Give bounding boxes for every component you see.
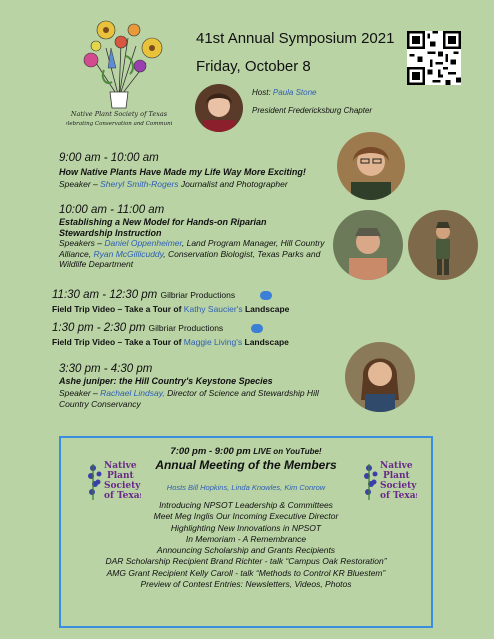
speaker-photo-daniel: [333, 210, 403, 280]
host-photo: [195, 84, 243, 132]
session-2-title: Establishing a New Model for Hands-on Riparian Stewardship Instruction: [59, 217, 267, 238]
svg-text:Plant: Plant: [383, 471, 410, 481]
session-1-time: 9:00 am - 10:00 am: [59, 152, 159, 164]
svg-text:Native: Native: [380, 461, 413, 471]
svg-text:Native: Native: [104, 461, 137, 471]
svg-text:of Texas: of Texas: [104, 491, 141, 501]
agenda-item: Announcing Scholarship and Grants Recipients: [156, 545, 336, 556]
meeting-hosts: Hosts Bill Hopkins, Linda Knowles, Kim Conrow: [166, 483, 326, 492]
session-4-producer: Gilbriar Productions: [148, 323, 224, 333]
agenda-item: Meet Meg Inglis Our Incoming Executive Director: [153, 511, 339, 522]
session-3-producer: Gilbriar Productions: [160, 290, 236, 300]
session-4-time: 1:30 pm - 2:30 pm Gilbriar Productions: [52, 322, 224, 334]
agenda-item: Preview of Contest Entries: Newsletters, Videos, Photos: [140, 579, 352, 590]
agenda-item: In Memoriam - A Remembrance: [185, 533, 307, 544]
meeting-title: Annual Meeting of the Members: [155, 458, 337, 472]
session-5-time: 3:30 pm - 4:30 pm: [59, 363, 153, 375]
symposium-date: Friday, October 8: [196, 58, 311, 75]
host-label: Host:: [252, 88, 271, 97]
meeting-agenda: [61, 500, 431, 590]
svg-text:of Texas: of Texas: [380, 491, 417, 501]
host-line: [252, 88, 317, 97]
speaker-link-ryan[interactable]: Ryan McGillicuddy: [93, 248, 164, 259]
agenda-item: Introducing NPSOT Leadership & Committees: [159, 500, 333, 510]
speaker-link-daniel[interactable]: Daniel Oppenheimer: [104, 238, 182, 248]
svg-text:Plant: Plant: [107, 471, 134, 481]
video-icon[interactable]: [251, 324, 263, 333]
npsot-symposium-logo: [66, 8, 172, 136]
speaker-link-rachael[interactable]: Rachael Lindsay,: [100, 388, 165, 398]
landscape-link-maggie[interactable]: Maggie Living's: [183, 337, 243, 347]
agenda-item: DAR Scholarship Recipient Brand Richter - talk “Campus Oak Restoration”: [105, 556, 387, 567]
session-5-title: Ashe juniper: the Hill Country's Keystone Species: [59, 376, 273, 386]
host-name-link[interactable]: Paula Stone: [272, 88, 317, 97]
session-1-speaker: Speaker – Sheryl Smith-Rogers Journalist and Photographer: [59, 179, 288, 189]
video-icon[interactable]: [260, 291, 272, 300]
speaker-photo-rachael: [345, 342, 415, 412]
session-4-description: Field Trip Video – Take a Tour of Maggie Living's Landscape: [52, 337, 289, 347]
session-3-time: 11:30 am - 12:30 pm Gilbriar Productions: [52, 289, 236, 301]
speaker-link-sheryl[interactable]: Sheryl Smith-Rogers: [100, 179, 179, 189]
meeting-live[interactable]: LIVE on YouTube!: [253, 447, 322, 456]
annual-meeting-box: [59, 436, 433, 628]
session-3-description: Field Trip Video – Take a Tour of Kathy Saucier's Landscape: [52, 304, 290, 314]
symposium-title: 41st Annual Symposium 2021: [196, 30, 395, 47]
meeting-time: 7:00 pm - 9:00 pm: [170, 446, 251, 457]
agenda-item: AMG Grant Recipient Kelly Caroll - talk “Methods to Control KR Bluestem”: [106, 567, 386, 578]
speaker-photo-sheryl: [337, 132, 405, 200]
svg-text:Native Plant Society of Texas: Native Plant Society of Texas: [70, 110, 168, 118]
meeting-time-line: [61, 446, 431, 457]
svg-text:Celebrating Conservation and C: Celebrating Conservation and Community: [66, 121, 172, 127]
landscape-link-kathy[interactable]: Kathy Saucier's: [183, 304, 243, 314]
session-2-speakers: Speakers – Daniel Oppenheimer, Land Program Manager, Hill Country Alliance, Ryan McGillicuddy, Conservation Biologist, Texas Parks and Wildlife Department: [59, 238, 325, 269]
session-5-speaker: Speaker – Rachael Lindsay, Director of Science and Stewardship Hill Country Conservancy: [59, 388, 319, 409]
session-2-time: 10:00 am - 11:00 am: [59, 204, 165, 216]
speaker-photo-ryan: [408, 210, 478, 280]
host-title: President Fredericksburg Chapter: [252, 106, 373, 115]
svg-text:Society: Society: [104, 481, 141, 491]
qr-code[interactable]: [407, 31, 461, 85]
session-1-title: How Native Plants Have Made my Life Way More Exciting!: [59, 167, 306, 177]
svg-text:Society: Society: [380, 481, 417, 491]
agenda-item: Highlighting New Innovations in NPSOT: [170, 522, 322, 533]
